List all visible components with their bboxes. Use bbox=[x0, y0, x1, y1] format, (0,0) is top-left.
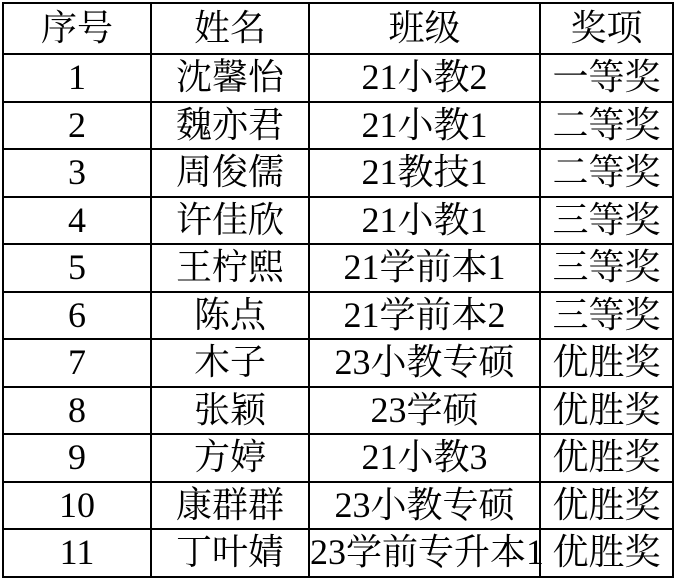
column-header-index: 序号 bbox=[3, 3, 151, 54]
column-header-name: 姓名 bbox=[151, 3, 309, 54]
cell-index: 1 bbox=[3, 54, 151, 102]
cell-class: 21小教1 bbox=[309, 197, 540, 245]
cell-award: 三等奖 bbox=[540, 292, 673, 340]
cell-name: 康群群 bbox=[151, 482, 309, 530]
cell-class: 21小教3 bbox=[309, 434, 540, 482]
cell-award: 二等奖 bbox=[540, 149, 673, 197]
cell-index: 11 bbox=[3, 529, 151, 577]
table-row bbox=[3, 197, 673, 245]
cell-name: 沈馨怡 bbox=[151, 54, 309, 102]
column-header-class: 班级 bbox=[309, 3, 540, 54]
cell-award: 优胜奖 bbox=[540, 434, 673, 482]
cell-index: 4 bbox=[3, 197, 151, 245]
cell-class: 23小教专硕 bbox=[309, 482, 540, 530]
table-row bbox=[3, 387, 673, 435]
table-row bbox=[3, 54, 673, 102]
cell-class: 21小教1 bbox=[309, 102, 540, 150]
cell-award: 二等奖 bbox=[540, 102, 673, 150]
cell-index: 10 bbox=[3, 482, 151, 530]
cell-class: 21小教2 bbox=[309, 54, 540, 102]
cell-name: 丁叶婧 bbox=[151, 529, 309, 577]
cell-index: 3 bbox=[3, 149, 151, 197]
cell-class: 21学前本2 bbox=[309, 292, 540, 340]
cell-award: 优胜奖 bbox=[540, 387, 673, 435]
table-row bbox=[3, 292, 673, 340]
cell-name: 张颖 bbox=[151, 387, 309, 435]
table-row bbox=[3, 482, 673, 530]
cell-class: 23学硕 bbox=[309, 387, 540, 435]
table-row bbox=[3, 149, 673, 197]
table-row bbox=[3, 434, 673, 482]
cell-class: 21学前本1 bbox=[309, 244, 540, 292]
cell-name: 魏亦君 bbox=[151, 102, 309, 150]
cell-class: 23小教专硕 bbox=[309, 339, 540, 387]
table-body bbox=[3, 54, 673, 577]
cell-index: 2 bbox=[3, 102, 151, 150]
cell-index: 7 bbox=[3, 339, 151, 387]
table-row bbox=[3, 244, 673, 292]
cell-name: 方婷 bbox=[151, 434, 309, 482]
table-header bbox=[3, 3, 673, 54]
cell-award: 优胜奖 bbox=[540, 482, 673, 530]
cell-name: 许佳欣 bbox=[151, 197, 309, 245]
table-row bbox=[3, 102, 673, 150]
cell-award: 一等奖 bbox=[540, 54, 673, 102]
cell-award: 三等奖 bbox=[540, 244, 673, 292]
cell-award: 优胜奖 bbox=[540, 339, 673, 387]
cell-index: 8 bbox=[3, 387, 151, 435]
cell-class: 21教技1 bbox=[309, 149, 540, 197]
header-row bbox=[3, 3, 673, 54]
column-header-award: 奖项 bbox=[540, 3, 673, 54]
cell-name: 陈点 bbox=[151, 292, 309, 340]
cell-class: 23学前专升本1 bbox=[309, 529, 540, 577]
cell-name: 王柠熙 bbox=[151, 244, 309, 292]
cell-index: 5 bbox=[3, 244, 151, 292]
cell-index: 9 bbox=[3, 434, 151, 482]
cell-name: 木子 bbox=[151, 339, 309, 387]
cell-name: 周俊儒 bbox=[151, 149, 309, 197]
cell-award: 优胜奖 bbox=[540, 529, 673, 577]
cell-index: 6 bbox=[3, 292, 151, 340]
awards-table bbox=[2, 2, 674, 578]
cell-award: 三等奖 bbox=[540, 197, 673, 245]
table-row bbox=[3, 339, 673, 387]
table-row bbox=[3, 529, 673, 577]
